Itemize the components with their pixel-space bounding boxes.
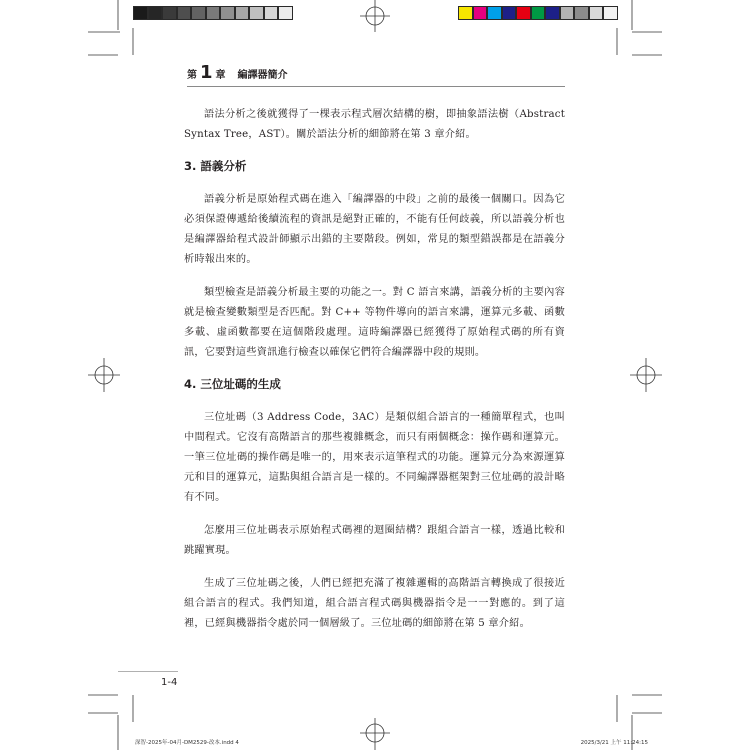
paragraph-ast: 語法分析之後就獲得了一棵表示程式層次結構的樹，即抽象語法樹（Abstract Syntax Tree，AST）。關於語法分析的細節將在第 3 章介紹。 — [184, 109, 565, 140]
registration-target-top — [360, 0, 390, 32]
registration-target-right — [630, 358, 662, 392]
section-heading-semantic-analysis: 3. 語義分析 — [184, 159, 247, 173]
paragraph-type-checking: 類型檢查是語義分析最主要的功能之一。對 C 語言來講，語義分析的主要內容就是檢查變數類型是否匹配。對 C++ 等物件導向的語言來講，運算元多載、函數多載、虛函數都要在這個階段處理。這時編譯器已經獲得了原始程式碼的所有資訊，它要對這些資訊進行檢查以確保它們符合編譯器中段的規則。 — [184, 287, 565, 358]
chapter-header — [187, 63, 565, 87]
registration-target-left — [88, 358, 120, 392]
page-number: 1-4 — [161, 677, 178, 688]
registration-target-bottom — [360, 718, 390, 750]
chapter-title: 編譯器簡介 — [237, 70, 288, 81]
print-file-slug: 深智-2025年-04月-DM2529-改本.indd 4 — [135, 740, 239, 746]
chapter-suffix: 章 — [215, 70, 226, 81]
paragraph-3ac-definition: 三位址碼（3 Address Code，3AC）是類似組合語言的一種簡單程式，也叫中間程式。它沒有高階語言的那些複雜概念，而只有兩個概念：操作碼和運算元。一筆三位址碼的操作碼是唯一的，用來表示這筆程式的功能。運算元分為來源運算元和目的運算元，這點與組合語言是一樣的。不同編譯器框架對三位址碼的設計略有不同。 — [184, 412, 565, 503]
paragraph-3ac-loops: 怎麼用三位址碼表示原始程式碼裡的迴圈結構？跟組合語言一樣，透過比較和跳躍實現。 — [184, 525, 565, 556]
chapter-number: 1 — [200, 62, 213, 83]
section-heading-3ac: 4. 三位址碼的生成 — [184, 377, 281, 391]
print-timestamp: 2025/3/21 上午 11:24:15 — [580, 740, 648, 746]
page-number-rule — [118, 671, 178, 672]
paragraph-3ac-summary: 生成了三位址碼之後，人們已經把充滿了複雜邏輯的高階語言轉換成了很接近組合語言的程式。我們知道，組合語言程式碼與機器指令是一一對應的。到了這裡，已經與機器指令處於同一個層級了。三位址碼的細節將在第 5 章介紹。 — [184, 578, 565, 629]
chapter-prefix: 第 — [187, 70, 197, 81]
page-body — [184, 105, 565, 647]
paragraph-semantic-analysis: 語義分析是原始程式碼在進入「編譯器的中段」之前的最後一個關口。因為它必須保證傳遞給後續流程的資訊是絕對正確的，不能有任何歧義，所以語義分析也是編譯器給程式設計師顯示出錯的主要階段。例如，常見的類型錯誤都是在語義分析時報出來的。 — [184, 194, 565, 265]
